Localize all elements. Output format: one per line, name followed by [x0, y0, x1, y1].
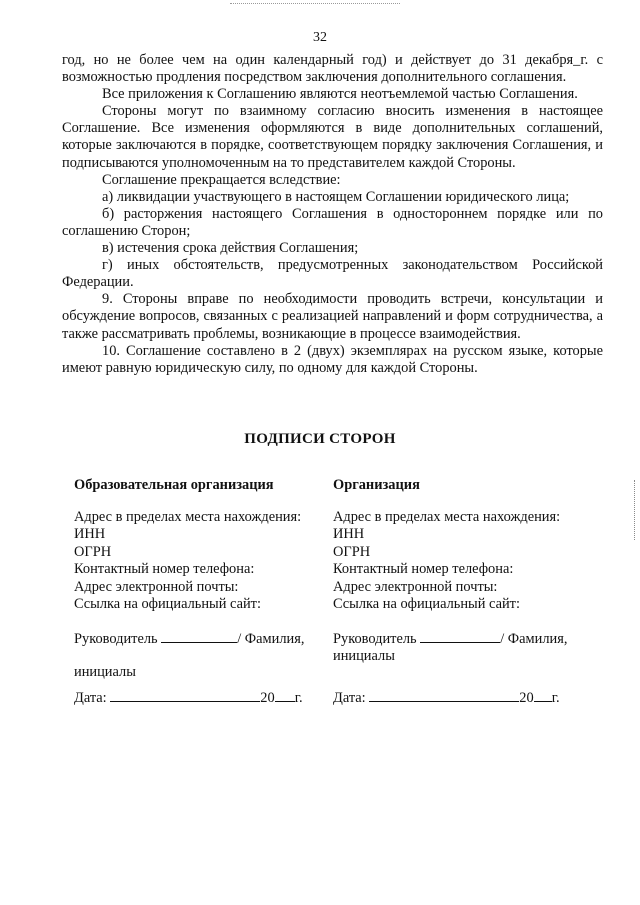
date-blank	[110, 689, 260, 702]
head-signature-line	[74, 630, 324, 649]
inn-label: ИНН	[74, 526, 106, 542]
paragraph: 9. Стороны вправе по необходимости проводить встречи, консультации и обсуждение вопросов, связанных с реализацией направлений и форм сотрудничества, а также рассматривать проблемы, возникающие в процессе взаимодействия.	[62, 291, 603, 342]
date-label: Дата:	[333, 690, 366, 706]
paragraph: г) иных обстоятельств, предусмотренных законодательством Российской Федерации.	[62, 257, 603, 291]
paragraph: Все приложения к Соглашению являются неотъемлемой частью Соглашения.	[102, 86, 578, 103]
paragraph: а) ликвидации участвующего в настоящем Соглашении юридического лица;	[102, 188, 570, 205]
year-prefix: 20	[519, 690, 534, 706]
signatures-heading: ПОДПИСИ СТОРОН	[244, 431, 396, 447]
scan-top-edge	[230, 3, 400, 4]
paragraph: год, но не более чем на один календарный год) и действует до 31 декабря_г. с возможностью продления посредством заключения дополнительного соглашения.	[62, 52, 603, 86]
agreement-text	[62, 52, 603, 377]
head-signature-line	[333, 630, 603, 649]
website-label: Ссылка на официальный сайт:	[74, 596, 261, 612]
paragraph: 10. Соглашение составлено в 2 (двух) экземплярах на русском языке, которые имеют равную юридическую силу, по одному для каждой Стороны.	[62, 342, 603, 376]
inn-label: ИНН	[333, 526, 365, 542]
date-line	[333, 689, 560, 708]
ogrn-label: ОГРН	[333, 543, 371, 560]
paragraph: Стороны могут по взаимному согласию вносить изменения в настоящее Соглашение. Все изменения оформляются в виде дополнительных соглашений, которые заключаются в порядке, соответствующем порядку заключения Соглашения, и подписываются уполномоченным на то представителем каждой Стороны.	[62, 103, 603, 171]
signature-blank	[420, 630, 500, 643]
head-label: Руководитель	[333, 630, 417, 647]
phone-label: Контактный номер телефона:	[333, 561, 514, 577]
paragraph: б) расторжения настоящего Соглашения в одностороннем порядке или по соглашению Сторон;	[62, 205, 603, 239]
address-label: Адрес в пределах места нахождения:	[74, 508, 302, 525]
head-label: Руководитель	[74, 630, 158, 647]
initials-label: инициалы	[333, 648, 395, 664]
phone-label: Контактный номер телефона:	[74, 561, 255, 577]
email-label: Адрес электронной почты:	[333, 578, 498, 595]
email-label: Адрес электронной почты:	[74, 578, 239, 595]
year-blank	[534, 689, 552, 702]
year-suffix: г.	[294, 690, 303, 706]
address-label: Адрес в пределах места нахождения:	[333, 508, 561, 525]
org-title: Организация	[333, 477, 420, 493]
page-number: 32	[313, 30, 327, 45]
website-label: Ссылка на официальный сайт:	[333, 596, 520, 612]
head-suffix: / Фамилия,	[237, 630, 305, 647]
paragraph: Соглашение прекращается вследствие:	[102, 171, 341, 188]
ogrn-label: ОГРН	[74, 543, 112, 560]
year-blank	[275, 689, 295, 702]
date-blank	[369, 689, 519, 702]
initials-label: инициалы	[74, 664, 136, 680]
paragraph: в) истечения срока действия Соглашения;	[102, 240, 359, 257]
head-suffix: / Фамилия,	[500, 630, 568, 647]
date-line	[74, 689, 303, 708]
signature-blank	[161, 630, 237, 643]
year-prefix: 20	[260, 690, 275, 706]
year-suffix: г.	[551, 690, 560, 706]
org-title: Образовательная организация	[74, 477, 274, 493]
signature-block-education-org	[74, 477, 324, 706]
date-label: Дата:	[74, 690, 107, 706]
signature-block-organization	[333, 477, 603, 706]
scan-edge-marks	[634, 480, 637, 540]
